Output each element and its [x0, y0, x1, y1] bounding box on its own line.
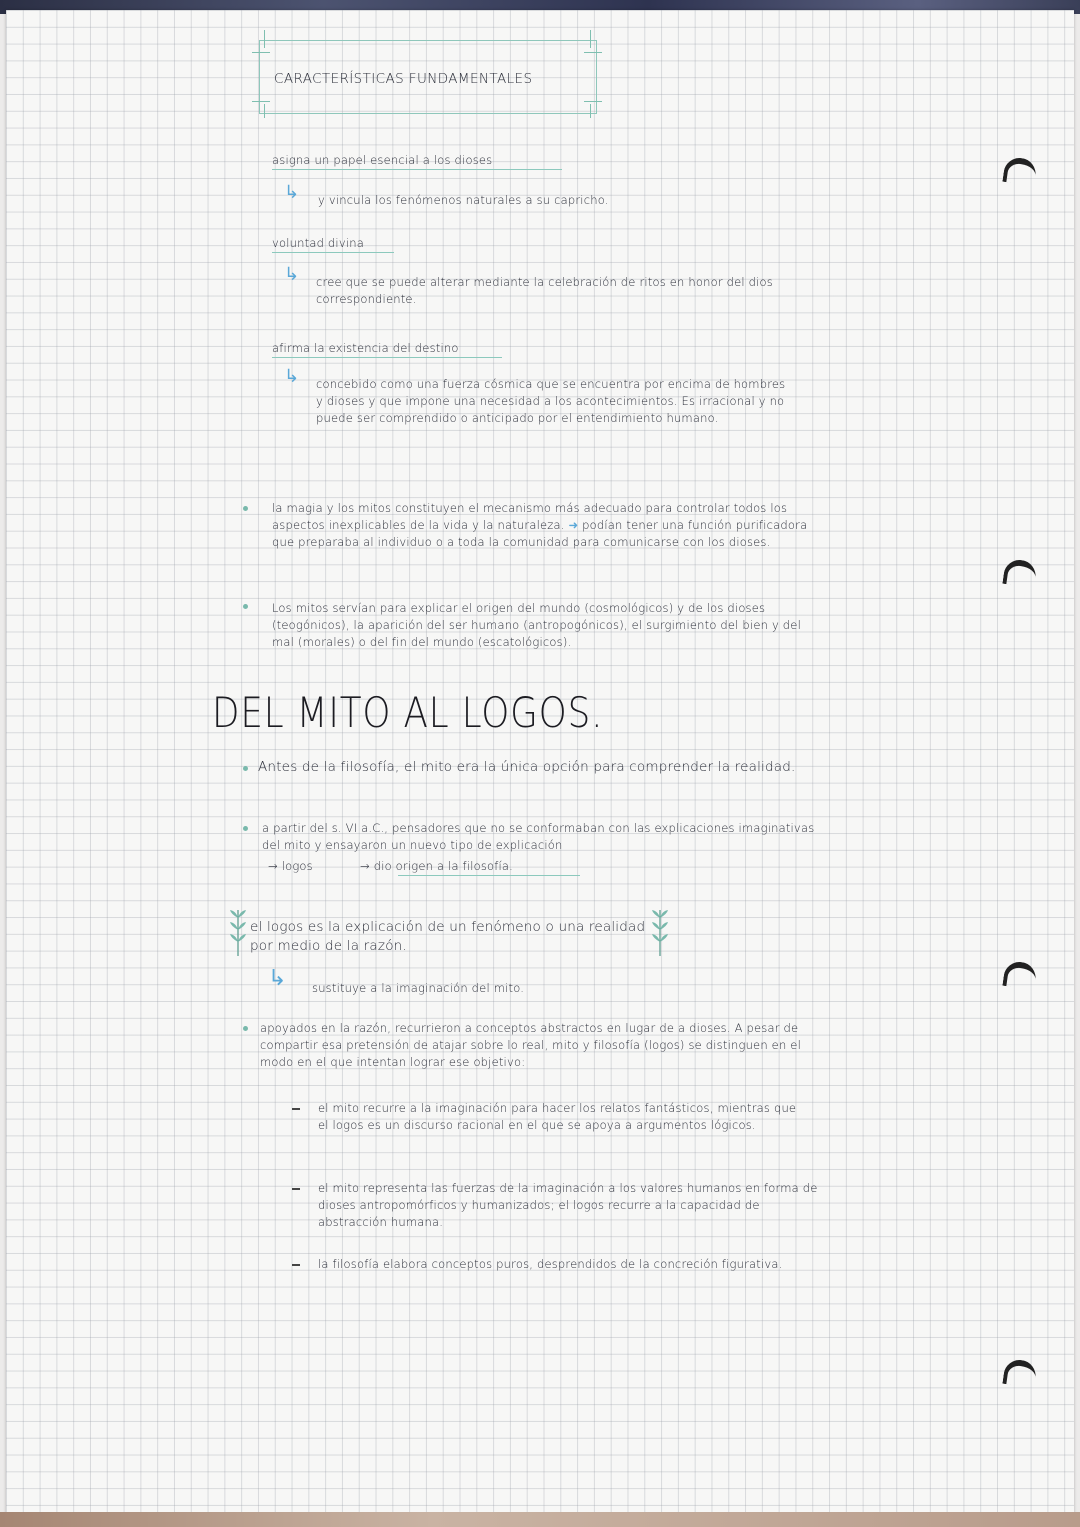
corner-tick — [584, 52, 602, 53]
characteristic-2-detail: cree que se puede alterar mediante la celebración de ritos en honor del dios correspondiente. — [316, 275, 773, 306]
section-heading: DEL MITO AL LOGOS. — [212, 688, 604, 737]
leaf-branch-icon — [228, 908, 248, 958]
magic-myths-function: podían tener una función purificadora que preparaba al individuo o a toda la comunidad para comunicarse con los dioses. — [272, 518, 808, 549]
curved-arrow-icon: ↳ — [284, 264, 300, 285]
leaf-branch-icon — [650, 908, 670, 958]
corner-tick — [252, 52, 270, 53]
dash-marker — [292, 1108, 300, 1110]
corner-tick — [252, 101, 270, 102]
myth-vs-logos-point-2: el mito representa las fuerzas de la imaginación a los valores humanos en forma de dioses antropomórficos y humanizados; el logos recurre a la capacidad de abstracción humana. — [318, 1181, 818, 1229]
underline — [272, 357, 502, 359]
origin-philosophy-label: → dio origen a la filosofía. — [360, 859, 514, 873]
logos-arrow-label: → logos — [268, 859, 313, 873]
underline — [272, 169, 562, 171]
logos-definition: el logos es la explicación de un fenómeno o una realidad por medio de la razón. — [250, 919, 646, 954]
bullet-icon — [243, 1026, 248, 1031]
characteristic-2: voluntad divina — [272, 236, 364, 250]
logos-substitutes: sustituye a la imaginación del mito. — [312, 981, 525, 995]
magic-myths-paragraph — [272, 500, 822, 551]
corner-tick — [584, 101, 602, 102]
corner-tick — [264, 104, 265, 118]
curved-arrow-icon: ↳ — [268, 966, 287, 991]
myth-vs-logos-point-1: el mito recurre a la imaginación para hacer los relatos fantásticos, mientras que el logos es un discurso racional en el que se apoya a argumentos lógicos. — [318, 1101, 797, 1132]
dash-marker — [292, 1264, 300, 1266]
corner-tick — [264, 30, 265, 48]
characteristic-3: afirma la existencia del destino — [272, 341, 459, 355]
before-philosophy-paragraph: Antes de la filosofía, el mito era la única opción para comprender la realidad. — [258, 759, 796, 775]
reason-concepts-paragraph: apoyados en la razón, recurrieron a conceptos abstractos en lugar de a dioses. A pesar de compartir esa pretensión de atajar sobre lo real, mito y filosofía (logos) se distinguen en el modo en el que intentan lograr ese objetivo: — [260, 1021, 801, 1069]
bullet-icon — [243, 506, 248, 511]
bullet-icon — [243, 766, 248, 771]
bullet-icon — [243, 604, 248, 609]
magic-myths-text: la magia y los mitos constituyen el mecanismo más adecuado para controlar todos los aspectos inexplicables de la vida y la naturaleza. — [272, 501, 788, 532]
curved-arrow-icon: ↳ — [284, 182, 300, 203]
characteristic-3-detail: concebido como una fuerza cósmica que se encuentra por encima de hombres y dioses y que impone una necesidad a los acontecimientos. Es irracional y no puede ser comprendido o anticipado por el entendimiento humano. — [316, 377, 786, 425]
underline — [272, 252, 394, 254]
curved-arrow-icon: ↳ — [284, 366, 300, 387]
background-strip-bottom — [0, 1512, 1080, 1527]
section-title: CARACTERÍSTICAS FUNDAMENTALES — [274, 71, 533, 87]
underline — [398, 875, 580, 877]
from-sixth-century-paragraph: a partir del s. VI a.C., pensadores que no se conformaban con las explicaciones imaginativas del mito y ensayaron un nuevo tipo de explicación — [262, 821, 815, 852]
myth-vs-logos-point-3: la filosofía elabora conceptos puros, desprendidos de la concreción figurativa. — [318, 1257, 783, 1271]
bullet-icon — [243, 826, 248, 831]
characteristic-1: asigna un papel esencial a los dioses — [272, 153, 493, 167]
characteristic-1-detail: y vincula los fenómenos naturales a su capricho. — [318, 193, 609, 207]
myths-purpose-paragraph: Los mitos servían para explicar el origen del mundo (cosmológicos) y de los dioses (teogónicos), la aparición del ser humano (antropogónicos), el surgimiento del bien y del mal (morales) o del fin del mundo (escatológicos). — [272, 601, 801, 649]
corner-tick — [590, 30, 591, 48]
arrow-right-icon: ➜ — [568, 518, 579, 532]
dash-marker — [292, 1188, 300, 1190]
corner-tick — [590, 104, 591, 118]
